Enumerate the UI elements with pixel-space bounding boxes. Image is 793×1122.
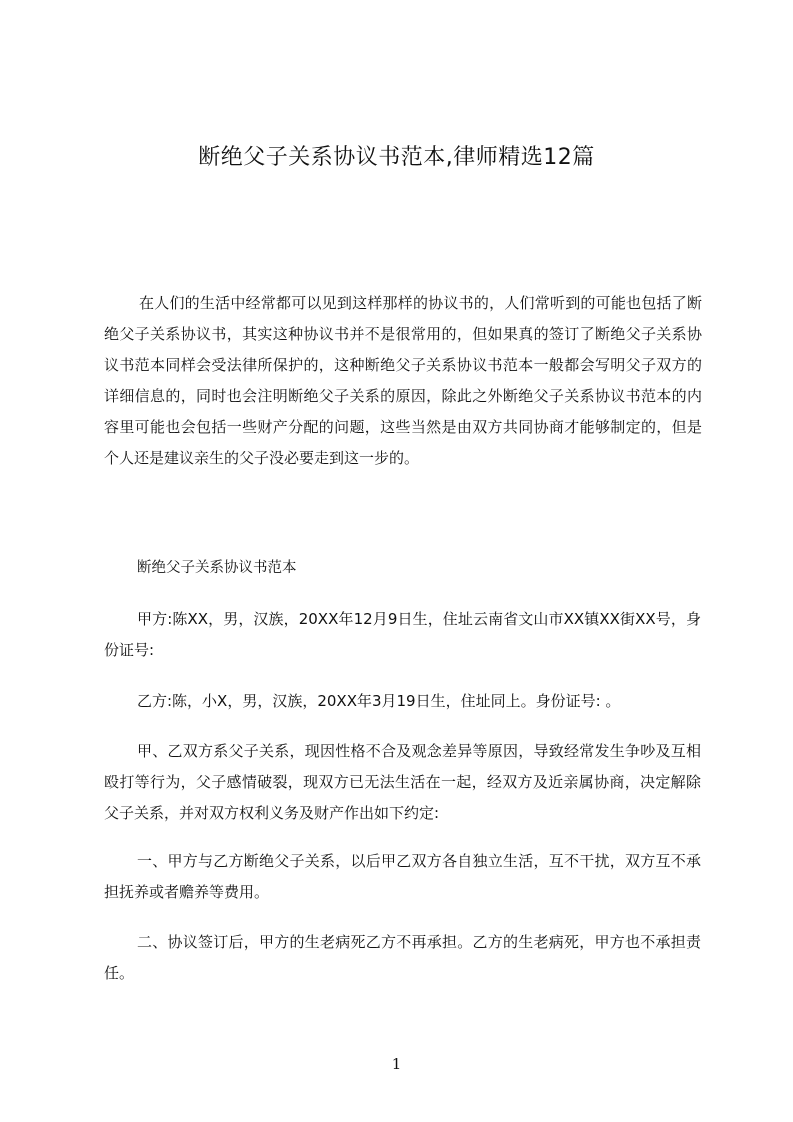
intro-paragraph: 在人们的生活中经常都可以见到这样那样的协议书的，人们常听到的可能也包括了断绝父子关系协议书，其实这种协议书并不是很常用的，但如果真的签订了断绝父子关系协议书范本同样会受法律所保护的，这种断绝父子关系协议书范本一般都会写明父子双方的详细信息的，同时也会注明断绝父子关系的原因，除此之外断绝父子关系协议书范本的内容里可能也会包括一些财产分配的问题，这些当然是由双方共同协商才能够制定的，但是个人还是建议亲生的父子没必要走到这一步的。: [104, 294, 702, 467]
article-1-paragraph: 一、甲方与乙方断绝父子关系，以后甲乙双方各自独立生活，互不干扰，双方互不承担抚养或者赡养等费用。: [104, 852, 701, 901]
document-title: 断绝父子关系协议书范本,律师精选12篇: [198, 145, 595, 170]
party-b-paragraph: 乙方:陈，小X，男，汉族，20XX年3月19日生，住址同上。身份证号: 。: [137, 692, 621, 710]
relationship-paragraph: 甲、乙双方系父子关系，现因性格不合及观念差异等原因，导致经常发生争吵及互相殴打等行为，父子感情破裂，现双方已无法生活在一起，经双方及近亲属协商，决定解除父子关系，并对双方权利义务及财产作出如下约定:: [104, 742, 701, 822]
page-number: 1: [391, 1055, 402, 1073]
section-heading: 断绝父子关系协议书范本: [137, 560, 297, 576]
party-a-paragraph: 甲方:陈XX，男，汉族，20XX年12月9日生，住址云南省文山市XX镇XX街XX号，身份证号:: [104, 610, 701, 659]
article-2-paragraph: 二、协议签订后，甲方的生老病死乙方不再承担。乙方的生老病死，甲方也不承担责任。: [104, 933, 701, 982]
